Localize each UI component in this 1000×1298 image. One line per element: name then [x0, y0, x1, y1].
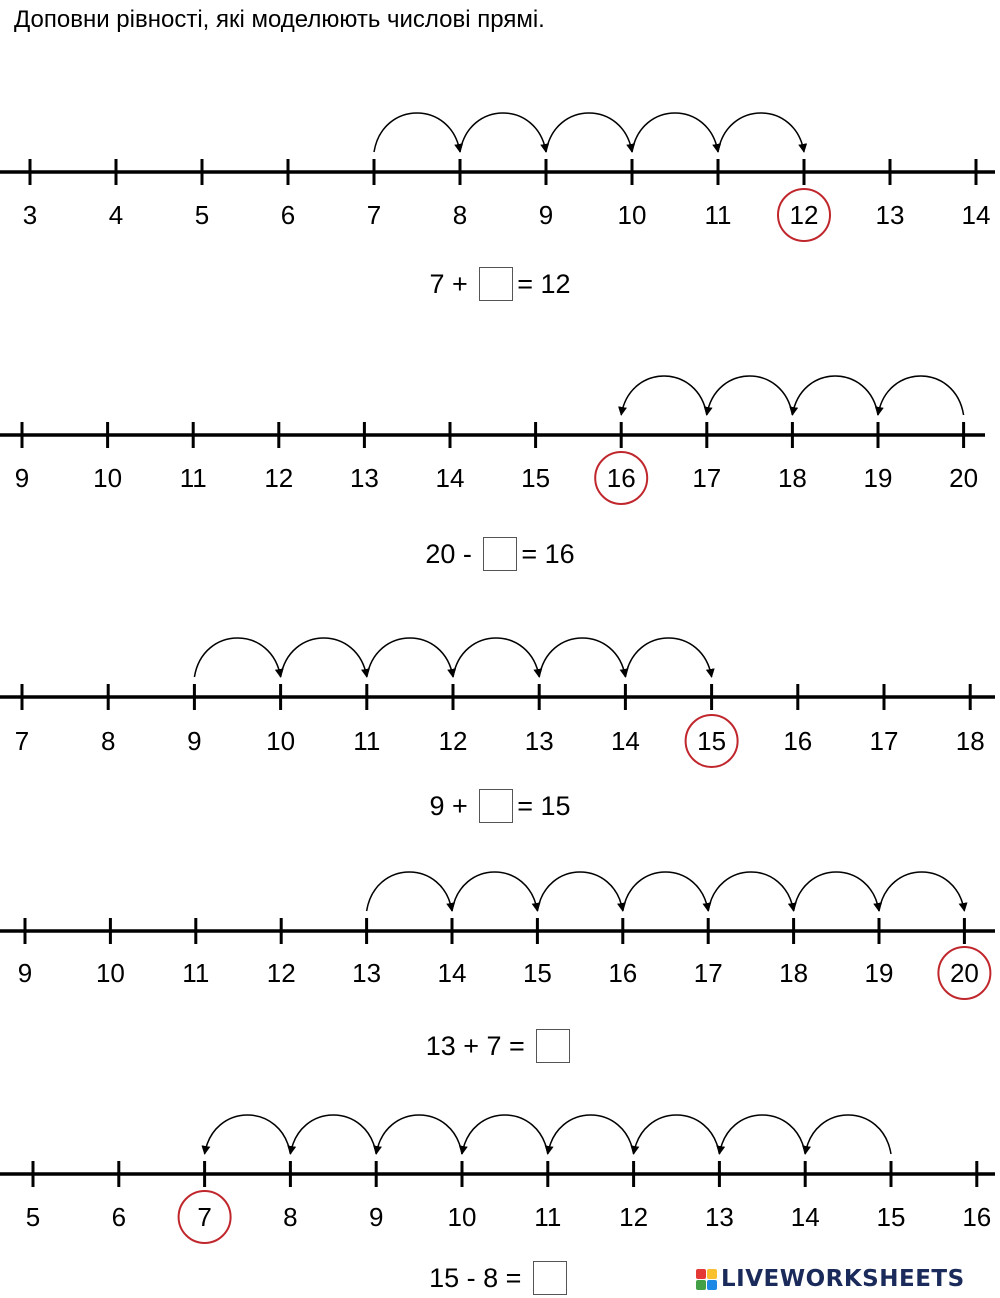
tick-label: 13: [352, 958, 382, 988]
tick-label: 8: [452, 200, 468, 230]
tick-label: 15: [876, 1202, 906, 1232]
equation-1: [0, 264, 1000, 304]
jump-arrow: [194, 638, 280, 677]
tick-label: 17: [693, 958, 723, 988]
equation-1-left: 7 +: [429, 269, 476, 299]
equation-2-left: 20 -: [425, 539, 480, 569]
tick-label: 15: [697, 726, 727, 756]
jump-arrow: [634, 1115, 720, 1154]
tick-label: 18: [777, 463, 807, 493]
tick-label: 10: [617, 200, 647, 230]
logo-text: LIVEWORKSHEETS: [721, 1266, 965, 1292]
tick-label: 14: [437, 958, 467, 988]
tick-label: 15: [521, 463, 551, 493]
jump-arrow: [374, 113, 460, 152]
equation-2-right: = 16: [521, 539, 575, 569]
instruction-title: Доповни рівності, які моделюють числові прямі.: [14, 6, 545, 33]
jump-arrow: [621, 376, 707, 415]
equation-3: [0, 786, 1000, 826]
tick-label: 14: [790, 1202, 820, 1232]
tick-label: 10: [95, 958, 125, 988]
jump-arrow: [625, 638, 711, 677]
tick-label: 14: [435, 463, 465, 493]
tick-label: 10: [93, 463, 123, 493]
jump-arrow: [546, 113, 632, 152]
jump-arrow: [878, 376, 964, 415]
answer-box-3[interactable]: [479, 789, 513, 823]
answer-box-5[interactable]: [533, 1261, 567, 1295]
tick-label: 10: [266, 726, 296, 756]
equation-2: [0, 534, 1000, 574]
tick-label: 16: [962, 1202, 992, 1232]
tick-label: 20: [949, 463, 979, 493]
tick-label: 3: [22, 200, 38, 230]
equation-5-left: 15 - 8 =: [429, 1263, 529, 1293]
tick-label: 13: [524, 726, 554, 756]
tick-label: 4: [108, 200, 124, 230]
liveworksheets-logo: [696, 1264, 965, 1294]
jump-arrow: [462, 1115, 548, 1154]
tick-label: 6: [280, 200, 296, 230]
jump-arrow: [452, 872, 537, 911]
tick-label: 12: [789, 200, 819, 230]
tick-label: 9: [187, 726, 202, 756]
jump-arrow: [453, 638, 539, 677]
tick-label: 11: [704, 200, 732, 230]
tick-label: 7: [366, 200, 382, 230]
tick-label: 19: [863, 463, 893, 493]
equation-3-right: = 15: [517, 791, 571, 821]
tick-label: 11: [534, 1202, 562, 1232]
tick-label: 13: [875, 200, 905, 230]
jump-arrow: [623, 872, 708, 911]
tick-label: 10: [447, 1202, 477, 1232]
jump-arrow: [708, 872, 793, 911]
tick-label: 15: [522, 958, 552, 988]
tick-label: 17: [869, 726, 899, 756]
tick-label: 13: [349, 463, 379, 493]
tick-label: 7: [197, 1202, 212, 1232]
answer-box-1[interactable]: [479, 267, 513, 301]
jump-arrow: [537, 872, 622, 911]
tick-label: 11: [179, 463, 207, 493]
tick-label: 14: [610, 726, 640, 756]
jump-arrow: [794, 872, 879, 911]
tick-label: 9: [14, 463, 30, 493]
tick-label: 13: [704, 1202, 734, 1232]
jump-arrow: [707, 376, 793, 415]
tick-label: 5: [25, 1202, 41, 1232]
tick-label: 8: [100, 726, 116, 756]
tick-label: 12: [438, 726, 468, 756]
liveworksheets-logo-icon: [696, 1269, 717, 1290]
jump-arrow: [879, 872, 964, 911]
tick-label: 5: [194, 200, 210, 230]
tick-label: 16: [783, 726, 813, 756]
tick-label: 8: [283, 1202, 298, 1232]
tick-label: 12: [619, 1202, 649, 1232]
jump-arrow: [718, 113, 804, 152]
jump-arrow: [805, 1115, 891, 1154]
tick-label: 11: [353, 726, 381, 756]
jump-arrow: [548, 1115, 634, 1154]
jump-arrow: [281, 638, 367, 677]
tick-label: 9: [538, 200, 554, 230]
jump-arrow: [539, 638, 625, 677]
tick-label: 20: [949, 958, 979, 988]
tick-label: 18: [779, 958, 809, 988]
tick-label: 16: [606, 463, 636, 493]
tick-label: 9: [17, 958, 33, 988]
tick-label: 18: [955, 726, 985, 756]
tick-label: 12: [266, 958, 296, 988]
jump-arrow: [719, 1115, 805, 1154]
tick-label: 6: [111, 1202, 127, 1232]
tick-label: 9: [368, 1202, 384, 1232]
jump-arrow: [376, 1115, 462, 1154]
tick-label: 19: [864, 958, 894, 988]
answer-box-2[interactable]: [483, 537, 517, 571]
jump-arrow: [290, 1115, 376, 1154]
answer-box-4[interactable]: [536, 1029, 570, 1063]
jump-arrow: [460, 113, 546, 152]
tick-label: 17: [692, 463, 722, 493]
jump-arrow: [792, 376, 878, 415]
equation-4: [0, 1026, 1000, 1066]
tick-label: 11: [182, 958, 210, 988]
equation-1-right: = 12: [517, 269, 571, 299]
tick-label: 12: [264, 463, 294, 493]
tick-label: 14: [961, 200, 991, 230]
equation-3-left: 9 +: [429, 791, 476, 821]
jump-arrow: [632, 113, 718, 152]
jump-arrow: [367, 638, 453, 677]
tick-label: 7: [14, 726, 30, 756]
equation-4-left: 13 + 7 =: [425, 1031, 533, 1061]
jump-arrow: [205, 1115, 291, 1154]
jump-arrow: [367, 872, 452, 911]
tick-label: 16: [608, 958, 638, 988]
